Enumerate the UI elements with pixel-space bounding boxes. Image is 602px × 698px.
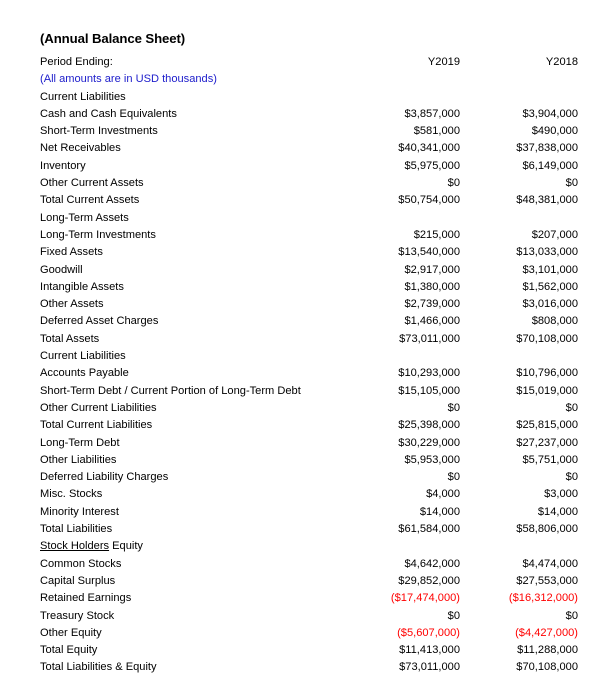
row-label: Other Assets <box>40 298 104 311</box>
row-label: Total Assets <box>40 332 100 345</box>
row-amount-y2018: $70,108,000 <box>516 332 578 345</box>
table-row <box>40 538 578 555</box>
row-label: Long-Term Debt <box>40 436 120 449</box>
row-amount-y2018: $58,806,000 <box>516 523 578 536</box>
table-body <box>40 89 578 677</box>
row-amount-y2019: $0 <box>447 609 460 622</box>
row-amount-y2019: $14,000 <box>419 505 460 518</box>
row-label: Other Current Liabilities <box>40 401 157 414</box>
row-label: Minority Interest <box>40 505 119 518</box>
table-row <box>40 175 578 192</box>
table-row <box>40 348 578 365</box>
row-label: Other Equity <box>40 626 102 639</box>
table-row <box>40 504 578 521</box>
row-amount-y2019 <box>340 538 460 555</box>
row-label: Fixed Assets <box>40 246 103 259</box>
table-row <box>40 608 578 625</box>
row-label: Goodwill <box>40 263 83 276</box>
row-amount-y2019: $0 <box>447 177 460 190</box>
table-row <box>40 469 578 486</box>
row-amount-y2019: $1,466,000 <box>404 315 460 328</box>
row-amount-y2018: $13,033,000 <box>516 246 578 259</box>
row-amount-y2019: $73,011,000 <box>399 332 460 345</box>
row-amount-y2019: $4,642,000 <box>404 557 460 570</box>
row-amount-y2018: $1,562,000 <box>522 280 578 293</box>
row-amount-y2019: $13,540,000 <box>398 246 460 259</box>
row-amount-y2018: $10,796,000 <box>516 367 578 380</box>
table-row <box>40 452 578 469</box>
row-amount-y2018 <box>460 89 578 106</box>
row-amount-y2019: $1,380,000 <box>404 280 460 293</box>
row-amount-y2019: $2,739,000 <box>404 298 460 311</box>
row-amount-y2018: $70,108,000 <box>516 661 578 674</box>
row-amount-y2019: $5,953,000 <box>404 453 460 466</box>
row-amount-y2018: $5,751,000 <box>522 453 578 466</box>
row-amount-y2019 <box>340 89 460 106</box>
table-row <box>40 296 578 313</box>
table-row <box>40 89 578 106</box>
row-amount-y2019: ($17,474,000) <box>390 592 460 605</box>
row-amount-y2019: $11,413,000 <box>399 644 460 657</box>
row-label: Treasury Stock <box>40 609 115 622</box>
row-amount-y2018: $6,149,000 <box>522 159 578 172</box>
units-note: (All amounts are in USD thousands) <box>40 73 217 86</box>
row-amount-y2018: $490,000 <box>531 125 578 138</box>
row-amount-y2018 <box>460 538 578 555</box>
stockholders-underlined-text: Stock Holders <box>40 540 110 553</box>
table-row <box>40 192 578 209</box>
row-amount-y2019: $0 <box>447 401 460 414</box>
row-label: Total Equity <box>40 644 98 657</box>
row-label: Cash and Cash Equivalents <box>40 107 177 120</box>
table-row <box>40 625 578 642</box>
table-row <box>40 400 578 417</box>
row-amount-y2019: $61,584,000 <box>398 523 460 536</box>
row-amount-y2019: $2,917,000 <box>404 263 460 276</box>
units-note-row <box>40 71 578 88</box>
row-amount-y2018: $0 <box>565 609 578 622</box>
row-amount-y2019: $30,229,000 <box>398 436 460 449</box>
balance-sheet-table <box>40 54 578 677</box>
row-label: Deferred Asset Charges <box>40 315 159 328</box>
row-amount-y2018: $25,815,000 <box>516 419 578 432</box>
row-amount-y2018: $48,381,000 <box>516 194 578 207</box>
table-row <box>40 140 578 157</box>
row-label: Other Current Assets <box>40 177 144 190</box>
row-label: Intangible Assets <box>40 280 124 293</box>
table-row <box>40 365 578 382</box>
table-row <box>40 313 578 330</box>
row-amount-y2018: $37,838,000 <box>516 142 578 155</box>
row-amount-y2018 <box>460 348 578 365</box>
page-title: (Annual Balance Sheet) <box>40 31 186 46</box>
row-amount-y2019: $3,857,000 <box>404 107 460 120</box>
units-note-spacer-y2018 <box>460 71 578 88</box>
row-label: Current Liabilities <box>40 90 126 103</box>
header-row <box>40 54 578 71</box>
table-row <box>40 262 578 279</box>
table-row <box>40 244 578 261</box>
row-label: Total Liabilities <box>40 523 113 536</box>
row-amount-y2018: $15,019,000 <box>516 384 578 397</box>
table-row <box>40 210 578 227</box>
row-amount-y2018: $11,288,000 <box>517 644 578 657</box>
period-ending-label: Period Ending: <box>40 56 113 68</box>
row-amount-y2019: $215,000 <box>413 228 460 241</box>
column-header-y2019: Y2019 <box>427 56 460 68</box>
table-header <box>40 54 578 89</box>
row-amount-y2019 <box>340 348 460 365</box>
row-amount-y2018: $0 <box>565 401 578 414</box>
row-amount-y2018: $27,237,000 <box>516 436 578 449</box>
row-amount-y2018: $3,016,000 <box>522 298 578 311</box>
row-label: Misc. Stocks <box>40 488 103 501</box>
row-amount-y2019: $15,105,000 <box>398 384 460 397</box>
table-row <box>40 227 578 244</box>
table-row <box>40 417 578 434</box>
row-label: Long-Term Investments <box>40 228 156 241</box>
table-row <box>40 590 578 607</box>
row-amount-y2018 <box>460 210 578 227</box>
units-note-spacer-y2019 <box>340 71 460 88</box>
row-label <box>40 538 340 555</box>
row-amount-y2018: $3,000 <box>544 488 578 501</box>
row-label: Retained Earnings <box>40 592 132 605</box>
row-label: Total Current Assets <box>40 194 140 207</box>
row-amount-y2019: $5,975,000 <box>404 159 460 172</box>
table-row <box>40 279 578 296</box>
table-row <box>40 573 578 590</box>
row-amount-y2018: $3,101,000 <box>522 263 578 276</box>
row-amount-y2018: ($4,427,000) <box>515 626 578 639</box>
row-label: Deferred Liability Charges <box>40 471 169 484</box>
table-row <box>40 123 578 140</box>
row-amount-y2018: ($16,312,000) <box>508 592 578 605</box>
row-label: Total Current Liabilities <box>40 419 153 432</box>
table-row <box>40 521 578 538</box>
row-amount-y2018: $808,000 <box>531 315 578 328</box>
table-row <box>40 486 578 503</box>
row-amount-y2019: ($5,607,000) <box>397 626 460 639</box>
table-row <box>40 659 578 676</box>
stockholders-plain-text: Equity <box>109 540 143 553</box>
table-row <box>40 158 578 175</box>
row-amount-y2018: $0 <box>565 471 578 484</box>
row-amount-y2018: $3,904,000 <box>522 107 578 120</box>
table-row <box>40 556 578 573</box>
row-amount-y2019: $0 <box>447 471 460 484</box>
row-label: Common Stocks <box>40 557 122 570</box>
row-amount-y2019: $4,000 <box>426 488 460 501</box>
row-amount-y2019: $40,341,000 <box>398 142 460 155</box>
table-row <box>40 106 578 123</box>
row-label: Current Liabilities <box>40 350 126 363</box>
row-amount-y2019: $50,754,000 <box>398 194 460 207</box>
table-row <box>40 642 578 659</box>
row-amount-y2018: $27,553,000 <box>516 574 578 587</box>
row-amount-y2018: $4,474,000 <box>522 557 578 570</box>
row-amount-y2019: $581,000 <box>413 125 460 138</box>
row-amount-y2018: $14,000 <box>537 505 578 518</box>
row-label: Other Liabilities <box>40 453 117 466</box>
row-label: Capital Surplus <box>40 574 116 587</box>
row-amount-y2019: $73,011,000 <box>399 661 460 674</box>
table-row <box>40 331 578 348</box>
row-label: Net Receivables <box>40 142 121 155</box>
row-label: Long-Term Assets <box>40 211 129 224</box>
column-header-y2018: Y2018 <box>545 56 578 68</box>
table-row <box>40 435 578 452</box>
row-amount-y2018: $207,000 <box>531 228 578 241</box>
row-amount-y2019 <box>340 210 460 227</box>
row-amount-y2019: $10,293,000 <box>398 367 460 380</box>
row-amount-y2019: $29,852,000 <box>398 574 460 587</box>
row-label: Short-Term Investments <box>40 125 158 138</box>
row-label: Total Liabilities & Equity <box>40 661 157 674</box>
row-label: Inventory <box>40 159 86 172</box>
row-amount-y2019: $25,398,000 <box>398 419 460 432</box>
row-amount-y2018: $0 <box>565 177 578 190</box>
row-label: Short-Term Debt / Current Portion of Long-Term Debt <box>40 384 301 397</box>
row-label: Accounts Payable <box>40 367 129 380</box>
table-row <box>40 383 578 400</box>
